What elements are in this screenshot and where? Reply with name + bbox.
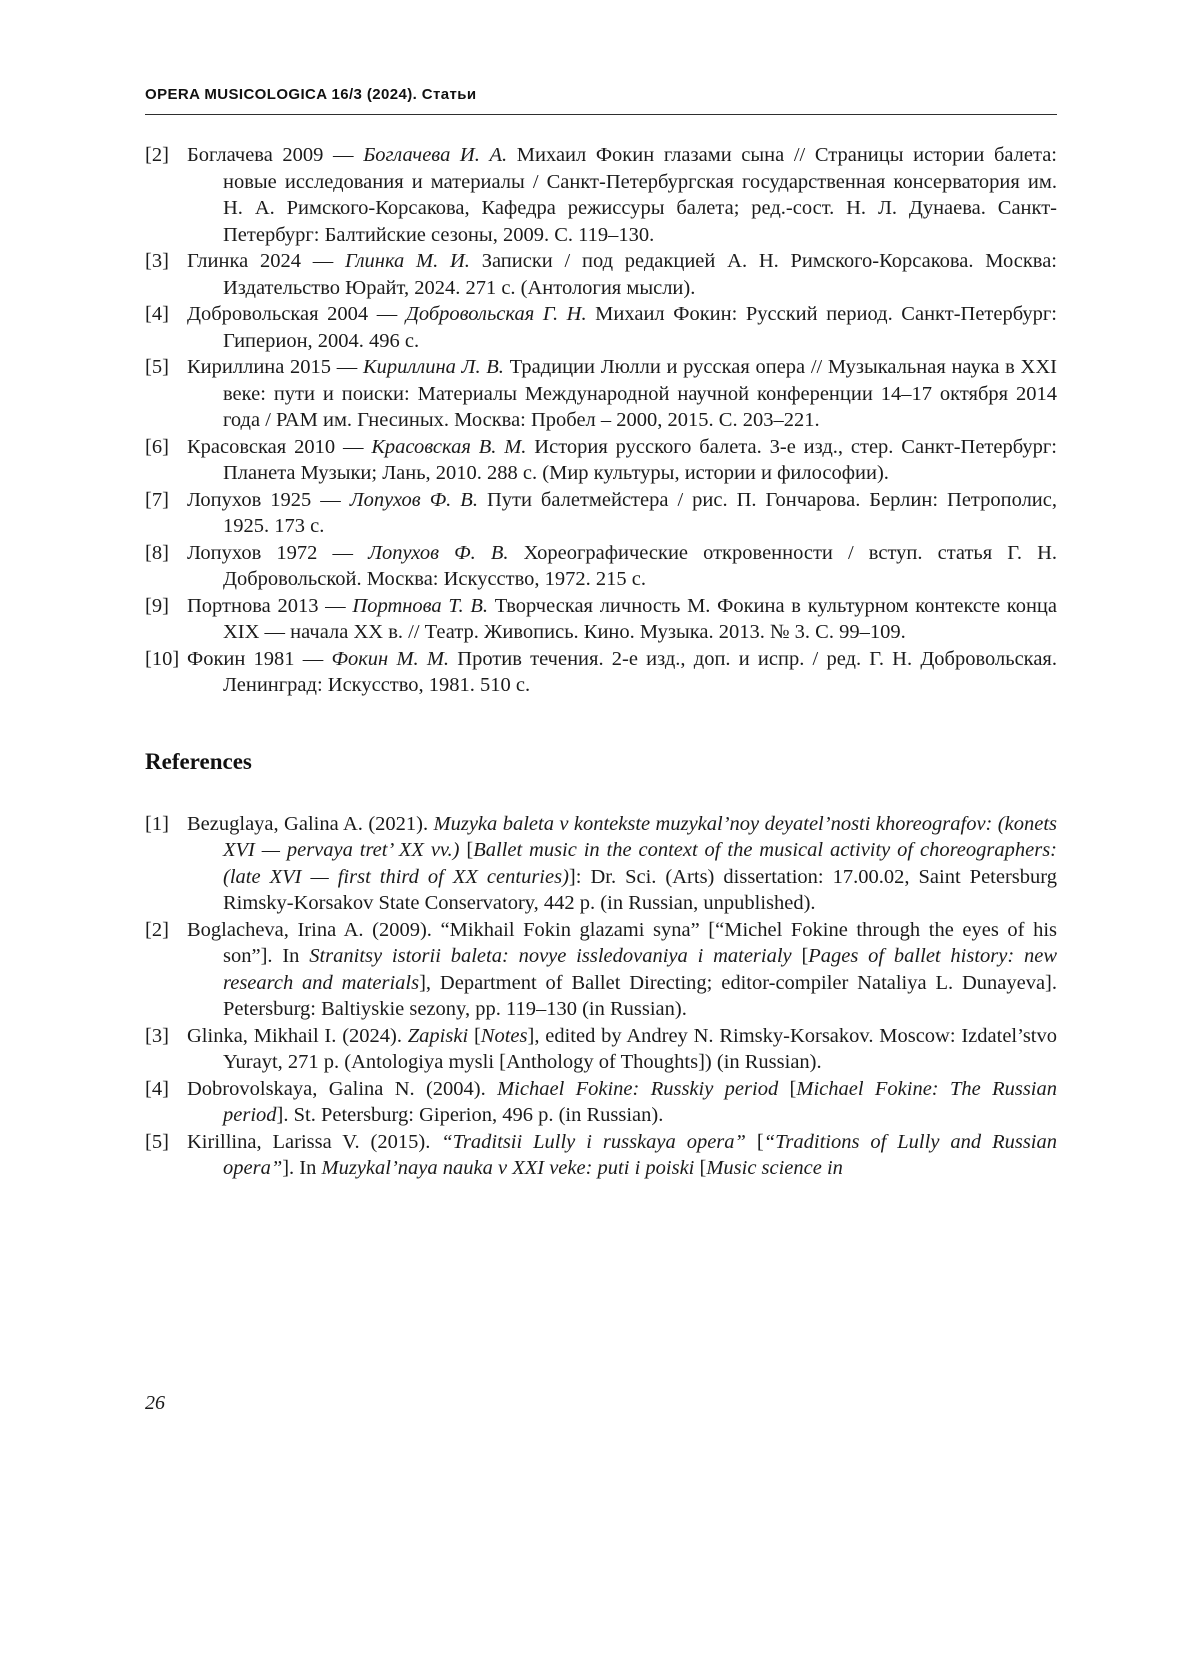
reference-number: [3] (145, 250, 169, 272)
reference-number: [10] (145, 647, 180, 670)
reference-entry (145, 487, 1057, 540)
page-number: 26 (145, 1392, 165, 1414)
reference-text: Кириллина 2015 — Кириллина Л. В. Традиции Люлли и русская опера // Музыкальная наука в XXI веке: пути и поиски: Материалы Международной научной конференции 14–17 октября 2014 года / РАМ им. Гнесиных. Москва: Пробел – 2000, 2015. С. 203–221. (187, 356, 1057, 431)
reference-entry (145, 593, 1057, 646)
reference-entry (145, 540, 1057, 593)
reference-entry (145, 1076, 1057, 1129)
reference-text: Фокин 1981 — Фокин М. М. Против течения. 2-е изд., доп. и испр. / ред. Г. Н. Добровольская. Ленинград: Искусство, 1981. 510 с. (187, 647, 1057, 696)
reference-number: [4] (145, 1077, 169, 1100)
reference-text: Лопухов 1925 — Лопухов Ф. В. Пути балетмейстера / рис. П. Гончарова. Берлин: Петрополис, 1925. 173 с. (187, 488, 1058, 537)
references-english-list (145, 811, 1057, 1182)
reference-text: Boglacheva, Irina A. (2009). “Mikhail Fokin glazami syna” [“Michel Fokine through the eyes of his son”]. In Stranitsy istorii baleta: novye issledovaniya i materialy [Pages of ballet history: new research and materials], Department of Ballet Directing; editor-compiler Nataliya L. Dunayeva]. Petersburg: Baltiyskie sezony, pp. 119–130 (in Russian). (187, 918, 1058, 1020)
reference-entry (145, 646, 1057, 699)
bibliography-russian-list (145, 142, 1057, 699)
reference-number: [9] (145, 594, 169, 617)
reference-number: [1] (145, 812, 169, 835)
reference-entry (145, 301, 1057, 354)
reference-number: [5] (145, 356, 169, 378)
reference-text: Bezuglaya, Galina A. (2021). Muzyka baleta v kontekste muzykal’noy deyatel’nosti khoreografov: (konets XVI — pervaya tret’ XX vv.) [Ballet music in the context of the musical activity of choreographers: (late XVI — first third of XX centuries)]: Dr. Sci. (Arts) dissertation: 17.00.02, Saint Petersburg Rimsky-Korsakov State Conservatory, 442 p. (in Russian, unpublished). (187, 812, 1058, 914)
reference-entry (145, 434, 1057, 487)
running-head (145, 86, 1057, 115)
reference-text: Портнова 2013 — Портнова Т. В. Творческая личность М. Фокина в культурном контексте конца XIX — начала XX в. // Театр. Живопись. Кино. Музыка. 2013. № 3. С. 99–109. (187, 594, 1057, 643)
reference-text: Боглачева 2009 — Боглачева И. А. Михаил Фокин глазами сына // Страницы истории балета: новые исследования и материалы / Санкт-Петербургская государственная консерватория им. Н. А. Римского-Корсакова, Кафедра режиссуры балета; ред.-сост. Н. Л. Дунаева. Санкт-Петербург: Балтийские сезоны, 2009. С. 119–130. (187, 144, 1057, 246)
reference-entry (145, 248, 1057, 301)
reference-text: Красовская 2010 — Красовская В. М. История русского балета. 3-е изд., стер. Санкт-Петербург: Планета Музыки; Лань, 2010. 288 с. (Мир культуры, истории и философии). (187, 435, 1057, 484)
reference-text: Kirillina, Larissa V. (2015). “Traditsii Lully i russkaya opera” [“Traditions of Lully and Russian opera”]. In Muzykal’naya nauka v XXI veke: puti i poiski [Music science in (187, 1130, 1057, 1179)
reference-text: Dobrovolskaya, Galina N. (2004). Michael Fokine: Russkiy period [Michael Fokine: The Russian period]. St. Petersburg: Giperion, 496 p. (in Russian). (187, 1077, 1057, 1126)
reference-text: Добровольская 2004 — Добровольская Г. Н. Михаил Фокин: Русский период. Санкт-Петербург: Гиперион, 2004. 496 с. (187, 303, 1057, 352)
reference-text: Glinka, Mikhail I. (2024). Zapiski [Notes], edited by Andrey N. Rimsky-Korsakov. Moscow: Izdatel’stvo Yurayt, 271 p. (Antologiya mysli [Anthology of Thoughts]) (in Russian). (187, 1024, 1057, 1073)
reference-number: [2] (145, 144, 169, 166)
running-head-text: OPERA MUSICOLOGICA 16/3 (2024). Статьи (145, 86, 477, 103)
reference-number: [8] (145, 541, 169, 564)
reference-entry (145, 354, 1057, 434)
reference-text: Лопухов 1972 — Лопухов Ф. В. Хореографические откровенности / вступ. статья Г. Н. Добровольской. Москва: Искусство, 1972. 215 с. (187, 541, 1058, 590)
reference-entry (145, 917, 1057, 1023)
reference-entry (145, 1023, 1057, 1076)
reference-number: [7] (145, 488, 169, 511)
page-content (145, 142, 1057, 1182)
reference-entry (145, 142, 1057, 248)
references-heading: References (145, 748, 252, 774)
reference-entry (145, 1129, 1057, 1182)
reference-number: [2] (145, 918, 169, 941)
reference-text: Глинка 2024 — Глинка М. И. Записки / под редакцией А. Н. Римского-Корсакова. Москва: Издательство Юрайт, 2024. 271 с. (Антология мысли). (187, 250, 1058, 299)
reference-number: [5] (145, 1130, 169, 1153)
reference-number: [4] (145, 303, 169, 325)
reference-entry (145, 811, 1057, 917)
reference-number: [6] (145, 435, 169, 458)
reference-number: [3] (145, 1024, 169, 1047)
